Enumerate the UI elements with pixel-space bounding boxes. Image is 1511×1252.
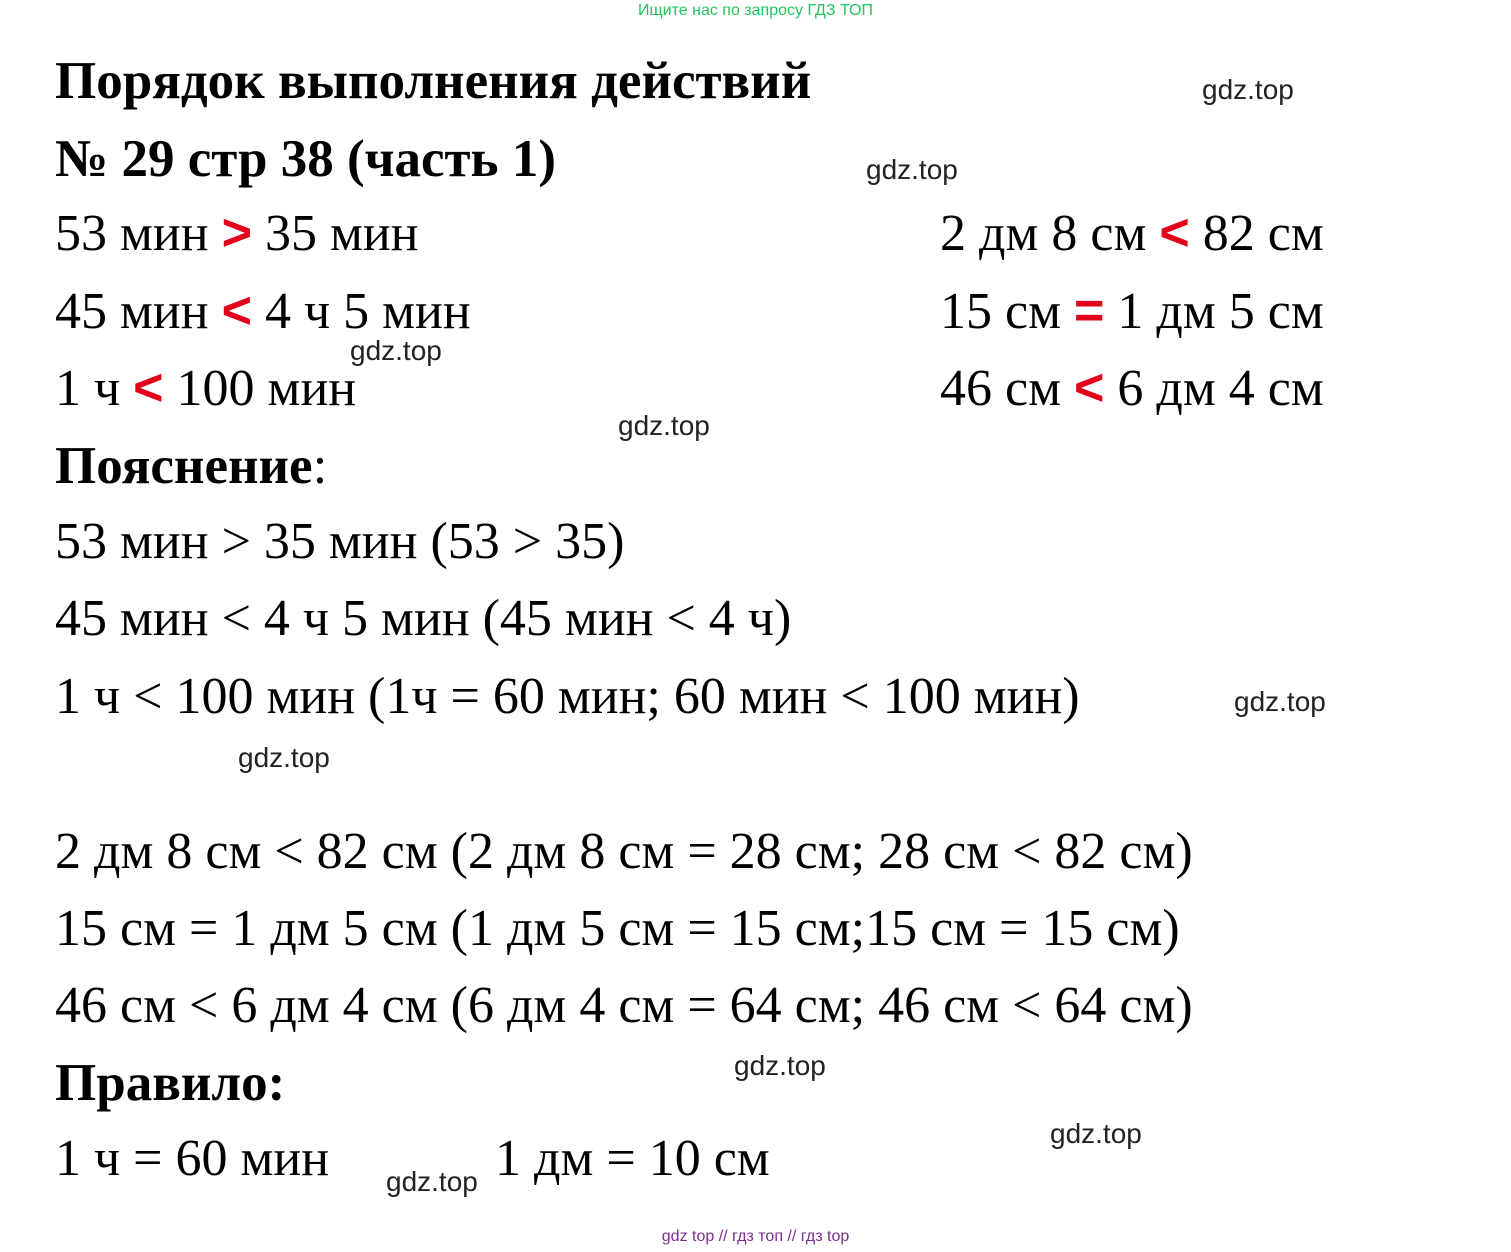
watermark: gdz.top — [618, 410, 710, 441]
watermark: gdz.top — [1202, 74, 1294, 105]
rule-left: 1 ч = 60 мин — [55, 1130, 330, 1187]
page-title: Порядок выполнения действий — [55, 52, 812, 110]
comparison-left-1-a: 53 мин — [55, 205, 209, 262]
explanation-heading-text: Пояснение — [55, 437, 313, 495]
comparison-right-2-b: 1 дм 5 см — [1117, 283, 1324, 340]
explanation-heading — [55, 437, 328, 495]
top-banner: Ищите нас по запросу ГДЗ ТОП — [638, 2, 873, 19]
comparison-left-3-b: 100 мин — [176, 360, 357, 417]
comparison-right-3-sign: < — [1074, 359, 1105, 417]
comparison-left-3-a: 1 ч — [55, 360, 121, 417]
explanation-heading-colon: : — [312, 437, 328, 495]
comparison-left-3-sign: < — [133, 359, 164, 417]
watermark: gdz.top — [1050, 1118, 1142, 1149]
comparison-left-2-b: 4 ч 5 мин — [264, 283, 471, 340]
comparison-right-3 — [940, 359, 1324, 417]
watermark: gdz.top — [734, 1050, 826, 1081]
explanation-line-5: 15 см = 1 дм 5 см (1 дм 5 см = 15 см;15 см = 15 см) — [55, 900, 1180, 957]
comparison-left-3 — [55, 359, 357, 417]
comparison-right-3-a: 46 см — [940, 360, 1061, 417]
page-subtitle: № 29 стр 38 (часть 1) — [55, 130, 556, 188]
explanation-line-3: 1 ч < 100 мин (1ч = 60 мин; 60 мин < 100 мин) — [55, 668, 1080, 725]
comparison-right-1-sign: < — [1159, 204, 1190, 262]
explanation-line-6: 46 см < 6 дм 4 см (6 дм 4 см = 64 см; 46 см < 64 см) — [55, 977, 1193, 1034]
comparison-right-1 — [940, 204, 1324, 262]
comparison-right-3-b: 6 дм 4 см — [1117, 360, 1324, 417]
comparison-right-1-a: 2 дм 8 см — [940, 205, 1147, 262]
rule-right: 1 дм = 10 см — [495, 1130, 770, 1187]
footer-links: gdz top // гдз топ // гдз top — [661, 1228, 850, 1245]
watermark: gdz.top — [1234, 686, 1326, 717]
comparison-right-2 — [940, 282, 1324, 340]
comparison-left-2-a: 45 мин — [55, 283, 209, 340]
comparison-left-1 — [55, 204, 419, 262]
explanation-line-4: 2 дм 8 см < 82 см (2 дм 8 см = 28 см; 28 см < 82 см) — [55, 823, 1193, 880]
explanation-line-1: 53 мин > 35 мин (53 > 35) — [55, 513, 625, 570]
comparison-right-2-a: 15 см — [940, 283, 1061, 340]
comparison-left-1-b: 35 мин — [264, 205, 419, 262]
comparison-right-2-sign: = — [1074, 282, 1105, 340]
comparison-left-1-sign: > — [221, 204, 252, 262]
rule-heading: Правило: — [55, 1054, 286, 1112]
watermark: gdz.top — [866, 154, 958, 185]
watermark: gdz.top — [350, 335, 442, 366]
comparison-left-2-sign: < — [221, 282, 252, 340]
explanation-line-2: 45 мин < 4 ч 5 мин (45 мин < 4 ч) — [55, 590, 792, 647]
watermark: gdz.top — [238, 742, 330, 773]
comparison-right-1-b: 82 см — [1202, 205, 1324, 262]
comparison-left-2 — [55, 282, 471, 340]
watermark: gdz.top — [386, 1166, 478, 1197]
